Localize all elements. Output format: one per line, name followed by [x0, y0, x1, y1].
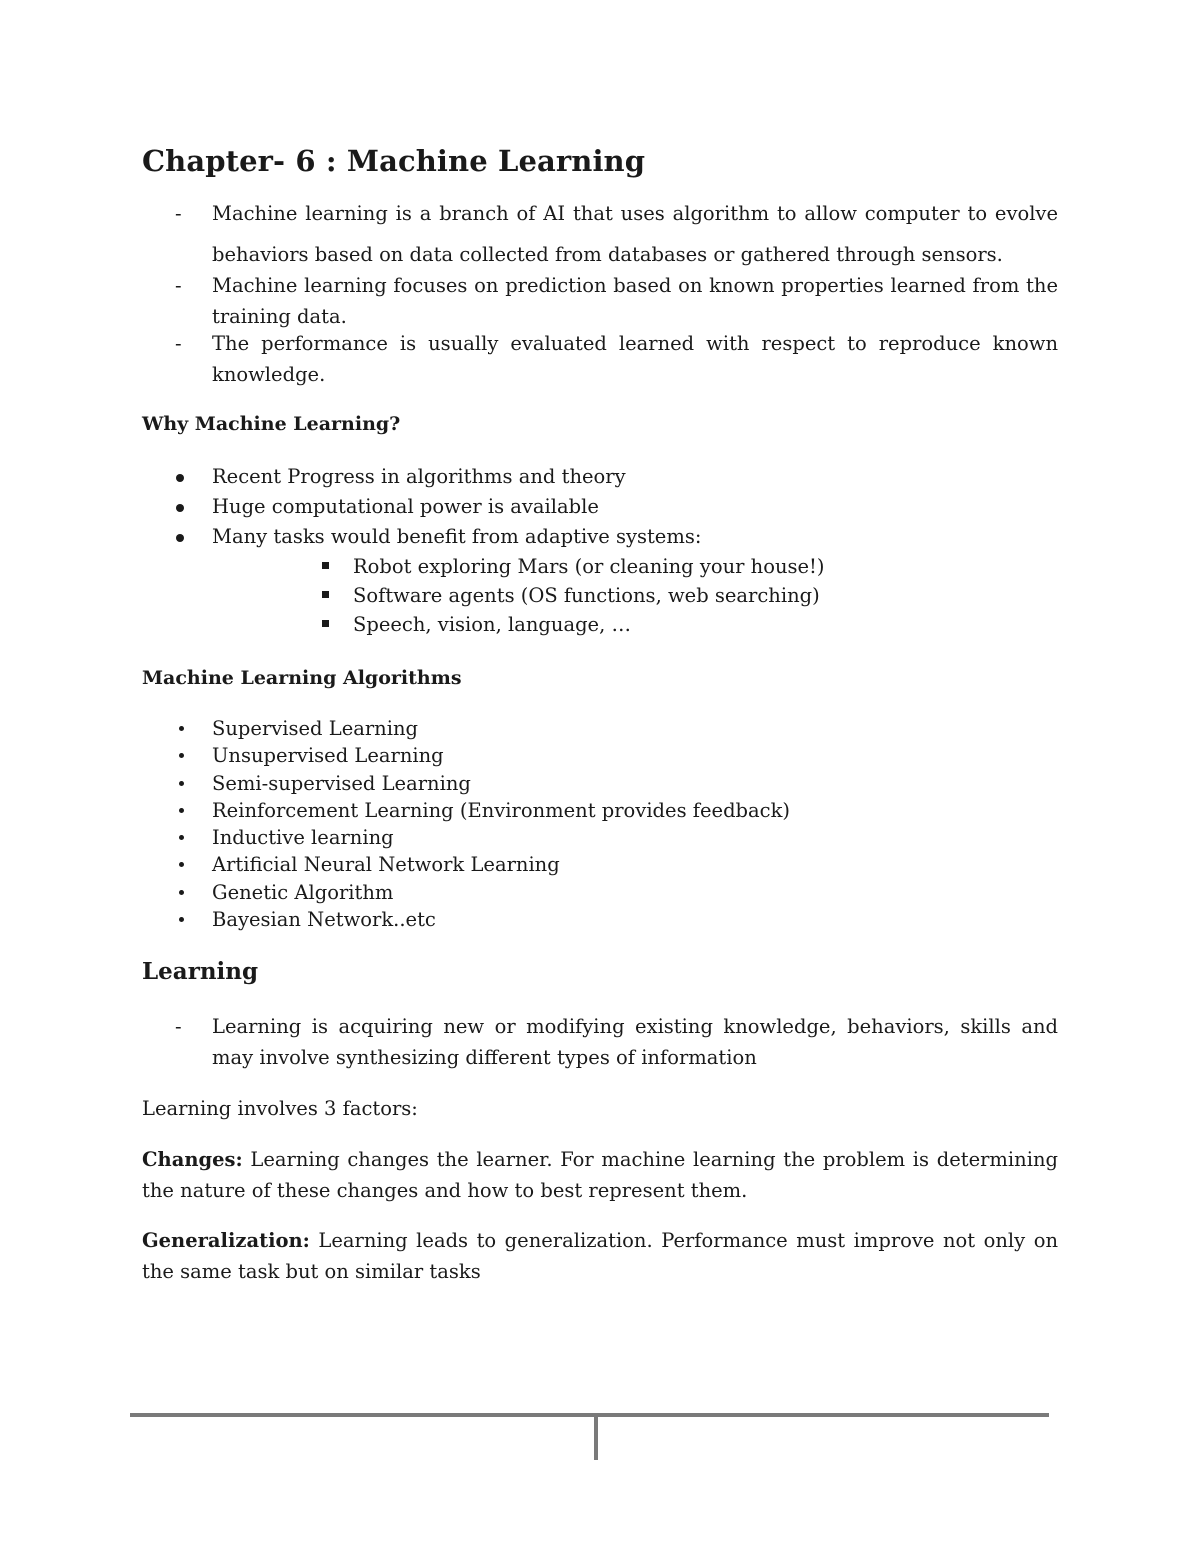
intro-list	[142, 199, 1058, 390]
generalization-paragraph	[142, 1225, 1058, 1287]
section-heading-learning: Learning	[142, 958, 259, 985]
list-item	[142, 824, 1058, 851]
list-item	[142, 193, 1058, 275]
dot-marker	[179, 808, 184, 813]
list-item	[142, 715, 1058, 742]
algorithms-list	[142, 715, 1058, 933]
dash-marker: -	[175, 274, 182, 297]
dash-marker: -	[175, 202, 182, 225]
list-item-text: Recent Progress in algorithms and theory	[212, 465, 626, 488]
sub-list-item-text: Speech, vision, language, …	[353, 613, 631, 636]
list-item	[142, 797, 1058, 824]
sub-list-item	[72, 552, 1058, 581]
list-item-text: Many tasks would benefit from adaptive systems:	[212, 525, 702, 548]
sub-list-item-text: Robot exploring Mars (or cleaning your house!)	[353, 555, 825, 578]
list-item	[142, 851, 1058, 878]
list-item-text: Supervised Learning	[212, 717, 419, 740]
list-item-text: Reinforcement Learning (Environment provides feedback)	[212, 798, 791, 822]
sub-list-item	[72, 581, 1058, 610]
list-item	[142, 879, 1058, 906]
list-item-text: Huge computational power is available	[212, 495, 599, 518]
sub-list-item-text: Software agents (OS functions, web searching)	[353, 584, 820, 607]
bullet-marker	[176, 474, 184, 482]
dot-marker	[179, 862, 184, 867]
changes-text: Learning changes the learner. For machine learning the problem is determining the nature of these changes and how to best represent them.	[142, 1148, 1058, 1202]
bullet-marker	[176, 534, 184, 542]
changes-label: Changes:	[142, 1148, 243, 1171]
list-item-text: Semi-supervised Learning	[212, 771, 471, 795]
footer-rule	[130, 1413, 1049, 1417]
dot-marker	[179, 917, 184, 922]
square-bullet-marker	[322, 591, 329, 598]
list-item-text: Learning is acquiring new or modifying existing knowledge, behaviors, skills and may involve synthesizing different types of information	[212, 1015, 1058, 1069]
list-item	[142, 328, 1058, 390]
generalization-text: Learning leads to generalization. Performance must improve not only on the same task but on similar tasks	[142, 1229, 1058, 1283]
list-item	[142, 1011, 1058, 1073]
list-item	[142, 492, 1058, 522]
list-item-text: Genetic Algorithm	[212, 880, 394, 904]
square-bullet-marker	[322, 620, 329, 627]
list-item	[142, 522, 1058, 552]
sub-list-item	[72, 610, 1058, 639]
dash-marker: -	[175, 1015, 182, 1038]
list-item	[142, 462, 1058, 492]
dash-marker: -	[175, 332, 182, 355]
list-item	[142, 770, 1058, 797]
dot-marker	[179, 753, 184, 758]
square-bullet-marker	[322, 562, 329, 569]
dot-marker	[179, 890, 184, 895]
dot-marker	[179, 835, 184, 840]
changes-paragraph	[142, 1144, 1058, 1206]
list-item	[142, 270, 1058, 328]
learning-definition-list	[142, 1011, 1058, 1073]
list-item	[142, 906, 1058, 933]
list-item-text: Bayesian Network..etc	[212, 908, 436, 932]
list-item-text: Machine learning is a branch of AI that uses algorithm to allow computer to evolve behaviors based on data collected from databases or gathered through sensors.	[212, 202, 1058, 266]
chapter-title: Chapter- 6 : Machine Learning	[142, 144, 646, 178]
generalization-label: Generalization:	[142, 1229, 310, 1252]
dot-marker	[179, 781, 184, 786]
why-list	[142, 462, 1058, 639]
list-item-text: Unsupervised Learning	[212, 744, 444, 768]
list-item	[142, 742, 1058, 769]
list-item-text: Inductive learning	[212, 826, 394, 850]
factors-intro: Learning involves 3 factors:	[142, 1097, 418, 1120]
dot-marker	[179, 726, 184, 731]
list-item-text: Artificial Neural Network Learning	[212, 853, 560, 877]
list-item-text: Machine learning focuses on prediction based on known properties learned from the training data.	[212, 274, 1058, 328]
section-heading-algorithms: Machine Learning Algorithms	[142, 667, 462, 689]
section-heading-why: Why Machine Learning?	[142, 413, 401, 435]
footer-divider-tick	[594, 1417, 598, 1460]
bullet-marker	[176, 504, 184, 512]
list-item-text: The performance is usually evaluated learned with respect to reproduce known knowledge.	[212, 332, 1058, 386]
